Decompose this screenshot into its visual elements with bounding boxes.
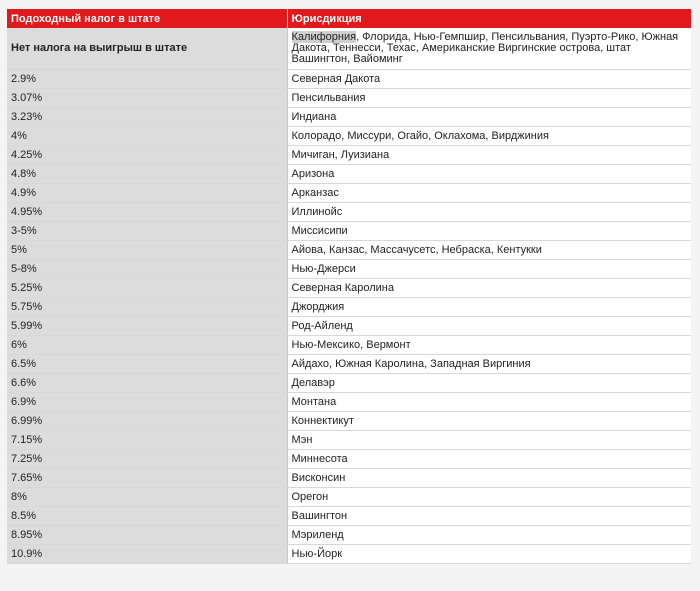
rate-cell: 6.6%	[7, 374, 287, 393]
jurisdiction-cell: Род-Айленд	[287, 317, 691, 336]
tax-table	[7, 9, 691, 564]
rate-cell: 3.23%	[7, 108, 287, 127]
table-row	[7, 260, 691, 279]
table-row	[7, 127, 691, 146]
jurisdiction-cell: Монтана	[287, 393, 691, 412]
jurisdiction-cell: Нью-Джерси	[287, 260, 691, 279]
jurisdiction-cell: Северная Дакота	[287, 70, 691, 89]
rate-cell: 6.9%	[7, 393, 287, 412]
rate-cell: 7.15%	[7, 431, 287, 450]
table-row	[7, 374, 691, 393]
table-row	[7, 89, 691, 108]
header-jurisdiction: Юрисдикция	[287, 9, 691, 28]
jurisdiction-text: , Флорида, Нью-Гемпшир, Пенсильвания, Пуэрто-Рико, Южная Дакота, Теннесси, Техас, Американские Виргинские острова, штат Вашингтон, Вайоминг	[291, 31, 679, 65]
table-row	[7, 488, 691, 507]
rate-cell: 6.5%	[7, 355, 287, 374]
rate-cell: 4.8%	[7, 165, 287, 184]
jurisdiction-cell: Айдахо, Южная Каролина, Западная Виргиния	[287, 355, 691, 374]
rate-cell: 5-8%	[7, 260, 287, 279]
table-row	[7, 393, 691, 412]
rate-cell: 2.9%	[7, 70, 287, 89]
table-row	[7, 450, 691, 469]
jurisdiction-cell: Делавэр	[287, 374, 691, 393]
table-row	[7, 108, 691, 127]
rate-cell: 5.99%	[7, 317, 287, 336]
table-row	[7, 412, 691, 431]
jurisdiction-cell: Висконсин	[287, 469, 691, 488]
selected-text-highlight[interactable]: Калифорния	[291, 31, 357, 43]
table-body	[7, 28, 691, 564]
table-row	[7, 317, 691, 336]
jurisdiction-cell: Миннесота	[287, 450, 691, 469]
rate-cell: Нет налога на выигрыш в штате	[7, 28, 287, 70]
rate-cell: 7.65%	[7, 469, 287, 488]
table-row	[7, 298, 691, 317]
table-row	[7, 165, 691, 184]
jurisdiction-cell: Арканзас	[287, 184, 691, 203]
rate-cell: 5.25%	[7, 279, 287, 298]
rate-cell: 8.5%	[7, 507, 287, 526]
rate-cell: 10.9%	[7, 545, 287, 564]
jurisdiction-cell: Джорджия	[287, 298, 691, 317]
table-row	[7, 28, 691, 70]
rate-cell: 8.95%	[7, 526, 287, 545]
table-row	[7, 526, 691, 545]
jurisdiction-cell: Мичиган, Луизиана	[287, 146, 691, 165]
table-row	[7, 336, 691, 355]
jurisdiction-cell: Миссисипи	[287, 222, 691, 241]
table-row	[7, 241, 691, 260]
table-row	[7, 507, 691, 526]
table-row	[7, 469, 691, 488]
jurisdiction-cell: Мэн	[287, 431, 691, 450]
rate-cell: 4%	[7, 127, 287, 146]
rate-cell: 3.07%	[7, 89, 287, 108]
table-row	[7, 203, 691, 222]
rate-cell: 8%	[7, 488, 287, 507]
jurisdiction-cell: Аризона	[287, 165, 691, 184]
jurisdiction-cell: Нью-Мексико, Вермонт	[287, 336, 691, 355]
table-row	[7, 279, 691, 298]
table-row	[7, 545, 691, 564]
jurisdiction-cell: Северная Каролина	[287, 279, 691, 298]
tax-table-container	[7, 9, 691, 564]
rate-cell: 4.25%	[7, 146, 287, 165]
table-row	[7, 70, 691, 89]
rate-cell: 4.9%	[7, 184, 287, 203]
jurisdiction-cell: Орегон	[287, 488, 691, 507]
jurisdiction-cell: Иллинойс	[287, 203, 691, 222]
table-row	[7, 222, 691, 241]
table-row	[7, 431, 691, 450]
rate-cell: 7.25%	[7, 450, 287, 469]
rate-cell: 6.99%	[7, 412, 287, 431]
jurisdiction-cell: Мэриленд	[287, 526, 691, 545]
header-rate: Подоходный налог в штате	[7, 9, 287, 28]
jurisdiction-cell: Нью-Йорк	[287, 545, 691, 564]
jurisdiction-cell: Коннектикут	[287, 412, 691, 431]
rate-cell: 4.95%	[7, 203, 287, 222]
table-row	[7, 184, 691, 203]
jurisdiction-cell: Колорадо, Миссури, Огайо, Оклахома, Вирджиния	[287, 127, 691, 146]
rate-cell: 5.75%	[7, 298, 287, 317]
jurisdiction-cell: Индиана	[287, 108, 691, 127]
table-row	[7, 355, 691, 374]
rate-cell: 5%	[7, 241, 287, 260]
jurisdiction-cell: Вашингтон	[287, 507, 691, 526]
jurisdiction-cell: Айова, Канзас, Массачусетс, Небраска, Кентукки	[287, 241, 691, 260]
jurisdiction-cell: Пенсильвания	[287, 89, 691, 108]
rate-cell: 3-5%	[7, 222, 287, 241]
jurisdiction-cell	[287, 28, 691, 70]
rate-cell: 6%	[7, 336, 287, 355]
table-row	[7, 146, 691, 165]
table-header-row	[7, 9, 691, 28]
